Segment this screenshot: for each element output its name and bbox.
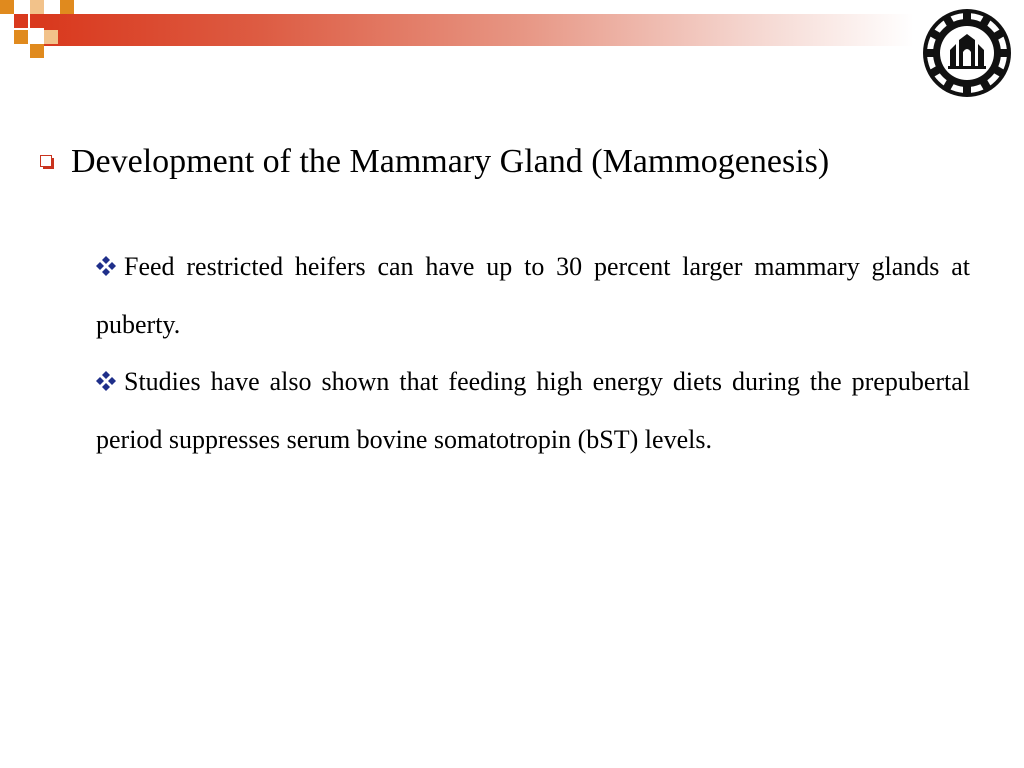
decor-square [14,14,28,28]
decor-square [30,44,44,58]
list-item [96,238,970,353]
list-item [96,353,970,468]
heading-text: Development of the Mammary Gland (Mammogenesis) [71,143,830,180]
header-banner [0,0,1024,60]
decor-square [0,0,14,14]
decor-square [30,0,44,14]
bullet-list [96,238,970,468]
decor-square [44,30,58,44]
bullet-text: Feed restricted heifers can have up to 30 percent larger mammary glands at puberty. [96,252,970,339]
bullet-text: Studies have also shown that feeding high energy diets during the prepubertal period suppresses serum bovine somatotropin (bST) levels. [96,367,970,454]
four-diamond-bullet-icon [96,371,116,391]
gradient-bar [44,14,914,46]
decor-square [14,30,28,44]
decor-square [30,14,44,28]
hollow-square-bullet-icon [40,155,56,171]
decor-square [60,0,74,14]
slide-heading [40,140,1000,184]
university-gear-emblem-icon [922,8,1012,98]
four-diamond-bullet-icon [96,256,116,276]
